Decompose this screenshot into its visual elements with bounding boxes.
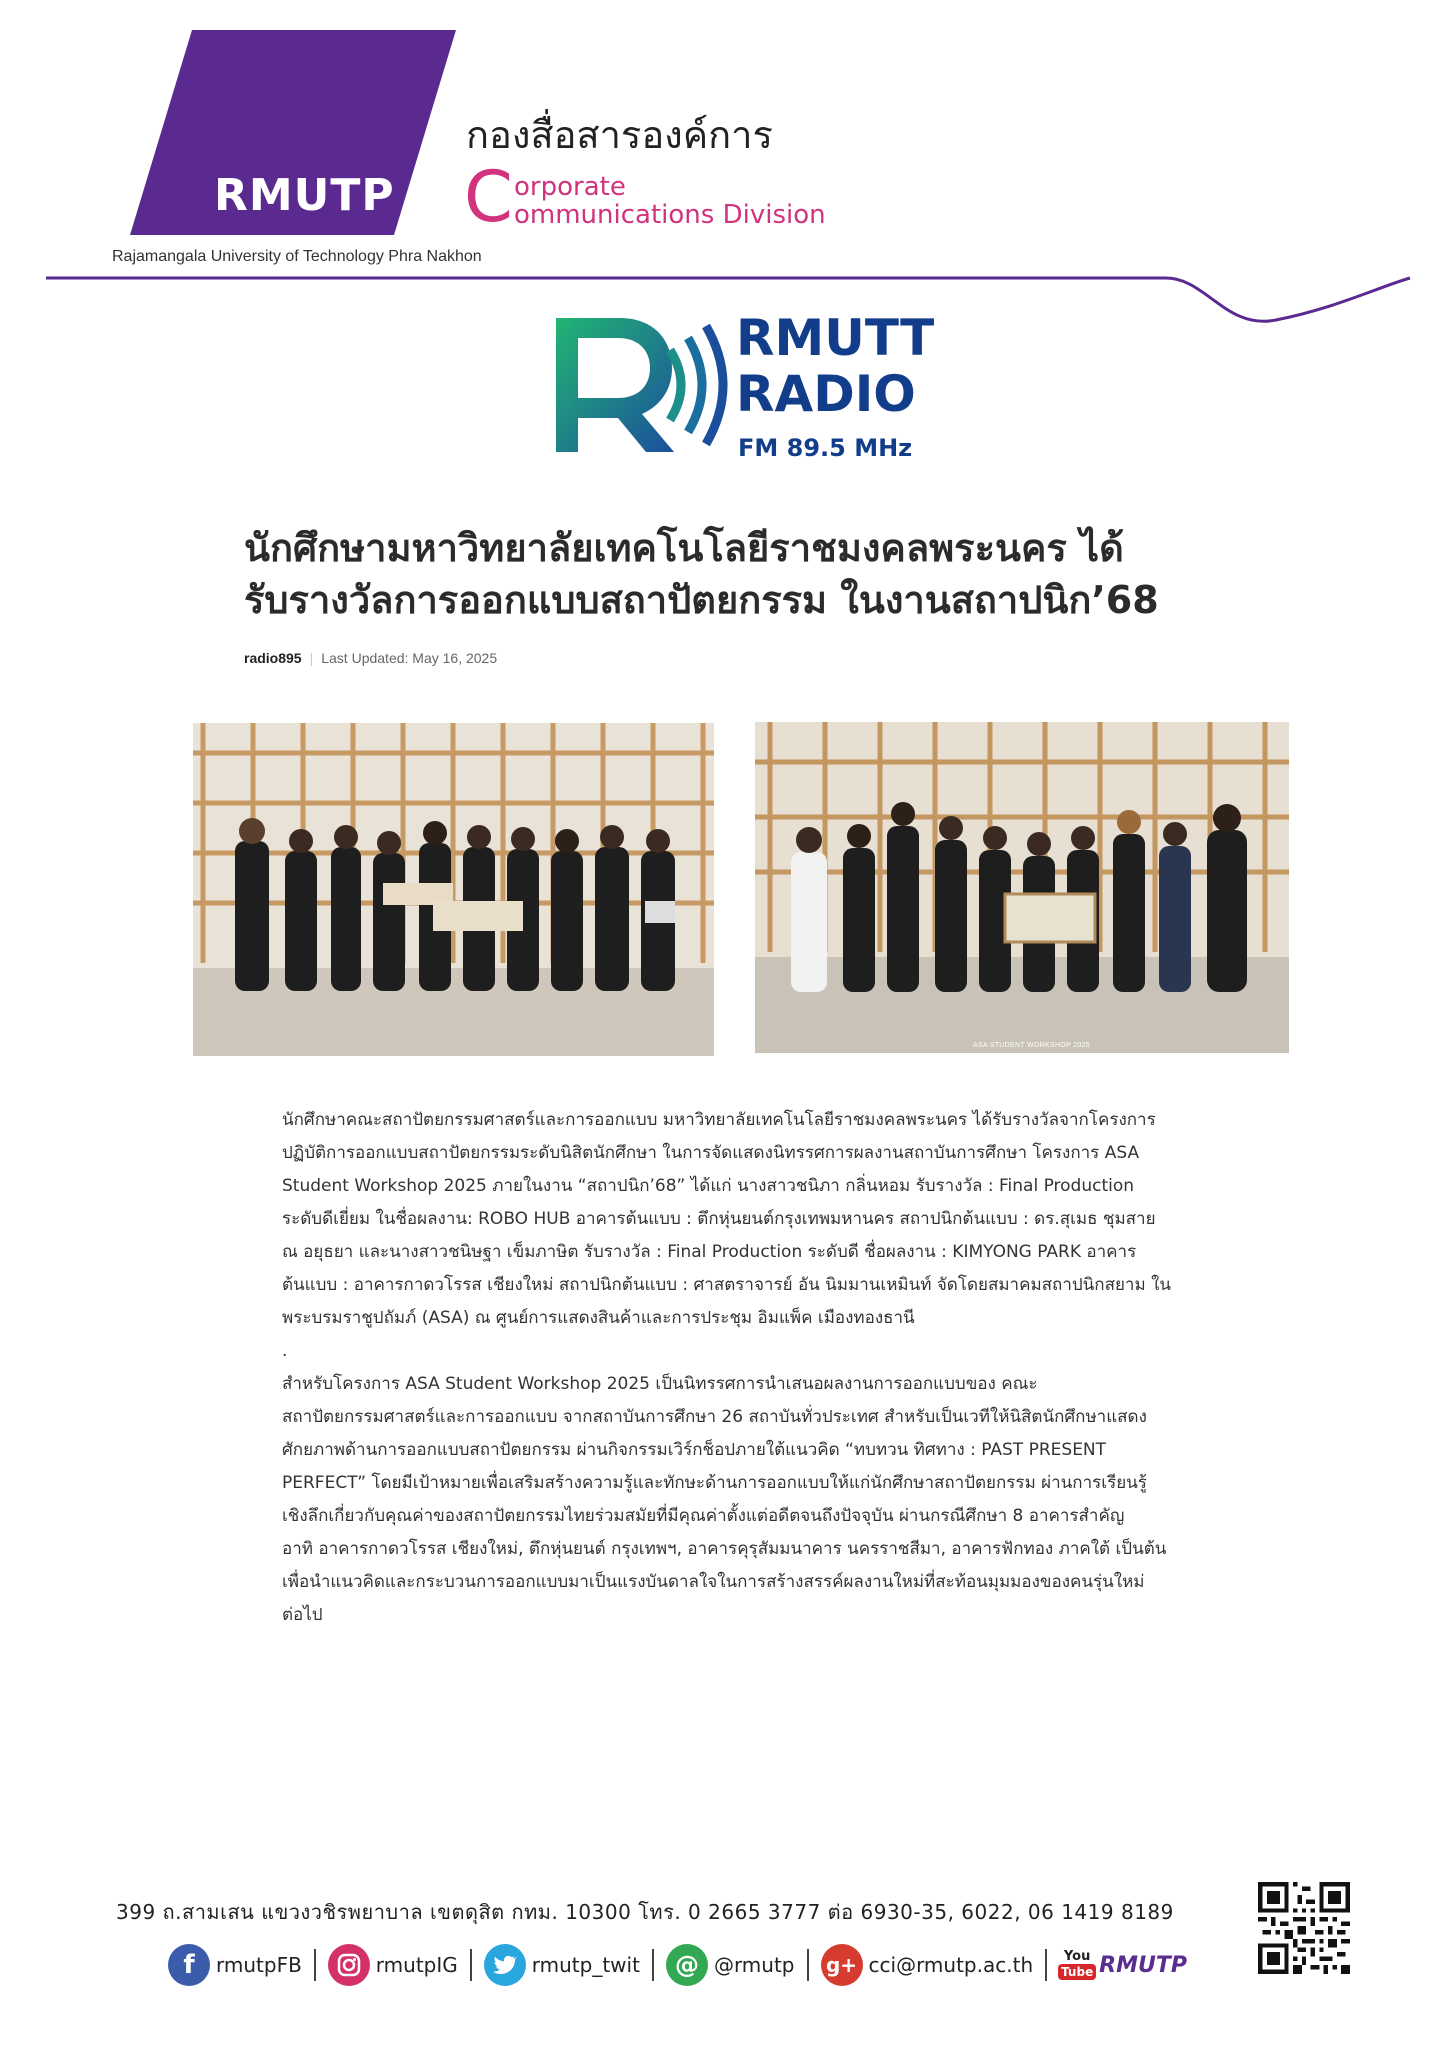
division-initial: C <box>464 156 513 238</box>
paragraph-1-line: นักศึกษาคณะสถาปัตยกรรมศาสตร์และการออกแบบ มหาวิทยาลัยเทคโนโลยีราชมงคลพระนคร ได้รับรางวัลจากโครงการ <box>282 1110 1156 1130</box>
radio-r-icon <box>550 310 736 460</box>
youtube-icon <box>1059 1950 1095 1980</box>
paragraph-2-line: สถาปัตยกรรมศาสตร์และการออกแบบ จากสถาบันการศึกษา 26 สถาบันทั่วประเทศ สำหรับเป็นเวทีให้นิสิตนักศึกษาแสดง <box>282 1407 1147 1427</box>
paragraph-2-line: เชิงลึกเกี่ยวกับคุณค่าของสถาปัตยกรรมไทยร่วมสมัยที่มีคุณค่าตั้งแต่อดีตจนถึงปัจจุบัน ผ่านกรณีศึกษา 8 อาคารสำคัญ <box>282 1506 1125 1526</box>
paragraph-1-line: Student Workshop 2025 ภายในงาน “สถาปนิก’68” ได้แก่ นางสาวชนิภา กลิ่นหอม รับรางวัล : Final Production <box>282 1176 1135 1196</box>
social-divider <box>470 1949 472 1981</box>
award-group-photo-1 <box>193 723 714 1056</box>
radio-name-line-2: RADIO <box>736 365 916 423</box>
division-name-thai: กองสื่อสารองค์การ <box>466 113 773 157</box>
youtube-icon-you: You <box>1063 1949 1091 1964</box>
paragraph-2-line: อาทิ อาคารกาดวโรรส เชียงใหม่, ตึกหุ่นยนต์ กรุงเทพฯ, อาคารคุรุสัมมนาคาร นครราชสีมา, อาคารฟักทอง ภาคใต้ เป็นต้น <box>282 1539 1167 1559</box>
photo-1-illustration <box>193 723 714 1056</box>
social-divider <box>314 1949 316 1981</box>
paragraph-2-line: เพื่อนำแนวคิดและกระบวนการออกแบบมาเป็นแรงบันดาลใจในการสร้างสรรค์ผลงานใหม่ที่สะท้อนมุมมองของคนรุ่นใหม่ <box>282 1572 1145 1592</box>
paragraph-2-line: ศักยภาพด้านการออกแบบสถาปัตยกรรม ผ่านกิจกรรมเวิร์กช็อปภายใต้แนวคิด “ทบทวน ทิศทาง : PAST PRESENT <box>282 1440 1107 1460</box>
radio-name-line-1: RMUTT <box>736 309 935 367</box>
google-plus-icon: g+ <box>821 1944 863 1986</box>
youtube-channel: RMUTP <box>1099 1952 1187 1978</box>
paragraph-1-line: ระดับดีเยี่ยม ในชื่อผลงาน: ROBO HUB อาคารต้นแบบ : ตึกหุ่นยนต์กรุงเทพมหานคร สถาปนิกต้นแบบ : ดร.สุเมธ ชุมสาย <box>282 1209 1156 1229</box>
twitter-link[interactable] <box>484 1944 640 1986</box>
article-meta <box>244 650 497 666</box>
division-line-1: orporate <box>514 172 626 202</box>
paragraph-1-line: ณ อยุธยา และนางสาวชนิษฐา เข็มภาษิต รับรางวัล : Final Production ระดับดี ชื่อผลงาน : KIMYONG PARK อาคาร <box>282 1242 1137 1262</box>
rmutp-logo-text: RMUTP <box>214 170 395 221</box>
photo-2-caption: ASA STUDENT WORKSHOP 2025 <box>973 1042 1090 1049</box>
paragraph-1-line: ปฏิบัติการออกแบบสถาปัตยกรรมระดับนิสิตนักศึกษา ในการจัดแสดงนิทรรศการผลงานสถาบันการศึกษา โครงการ ASA <box>282 1143 1140 1163</box>
line-link[interactable] <box>666 1944 795 1986</box>
facebook-link[interactable] <box>168 1944 302 1986</box>
line-handle: @rmutp <box>713 1953 795 1977</box>
meta-separator: | <box>309 650 314 666</box>
facebook-handle: rmutpFB <box>216 1953 302 1977</box>
instagram-icon <box>328 1944 370 1986</box>
line-at-icon: @ <box>666 1944 708 1986</box>
radio-frequency: FM 89.5 MHz <box>738 434 913 462</box>
article-paragraph-2 <box>282 1368 1230 1632</box>
social-divider <box>1045 1949 1047 1981</box>
footer-social-links <box>168 1940 1187 1990</box>
university-name: Rajamangala University of Technology Phra Nakhon <box>112 248 482 265</box>
email-link[interactable] <box>821 1944 1034 1986</box>
article-updated: Last Updated: May 16, 2025 <box>321 650 498 666</box>
page-header <box>46 30 1416 350</box>
email-address: cci@rmutp.ac.th <box>868 1953 1034 1977</box>
youtube-icon-tube: Tube <box>1058 1964 1096 1980</box>
qr-code[interactable] <box>1258 1882 1350 1974</box>
twitter-icon <box>484 1944 526 1986</box>
paragraph-1-line: ต้นแบบ : อาคารกาดวโรรส เชียงใหม่ สถาปนิกต้นแบบ : ศาสตราจารย์ อัน นิมมานเหมินท์ จัดโดยสมาคมสถาปนิกสยาม ใน <box>282 1275 1172 1295</box>
rmutt-radio-logo <box>550 309 935 470</box>
article-body <box>282 1104 1230 1632</box>
article-title <box>244 522 1254 626</box>
twitter-handle: rmutp_twit <box>531 1953 640 1977</box>
radio-name <box>736 310 934 422</box>
paragraph-1-line: พระบรมราชูปถัมภ์ (ASA) ณ ศูนย์การแสดงสินค้าและการประชุม อิมแพ็ค เมืองทองธานี <box>282 1308 915 1328</box>
division-line-2: ommunications Division <box>514 200 826 230</box>
instagram-handle: rmutpIG <box>375 1953 458 1977</box>
social-divider <box>807 1949 809 1981</box>
photo-2-illustration <box>755 722 1289 1053</box>
paragraph-2-line: ต่อไป <box>282 1605 323 1625</box>
paragraph-2-line: สำหรับโครงการ ASA Student Workshop 2025 เป็นนิทรรศการนำเสนอผลงานการออกแบบของ คณะ <box>282 1374 1038 1394</box>
footer-address: 399 ถ.สามเสน แขวงวชิรพยาบาล เขตดุสิต กทม. 10300 โทร. 0 2665 3777 ต่อ 6930-35, 6022, 06 1419 8189 <box>116 1900 1174 1924</box>
article-paragraph-1 <box>282 1104 1230 1335</box>
paragraph-separator: . <box>282 1341 288 1361</box>
instagram-link[interactable] <box>328 1944 458 1986</box>
award-group-photo-2 <box>755 722 1289 1053</box>
youtube-link[interactable] <box>1059 1950 1187 1980</box>
paragraph-2-line: PERFECT” โดยมีเป้าหมายเพื่อเสริมสร้างความรู้และทักษะด้านการออกแบบให้แก่นักศึกษาสถาปัตยกรรม ผ่านการเรียนรู้ <box>282 1473 1147 1493</box>
social-divider <box>652 1949 654 1981</box>
facebook-icon: f <box>168 1944 210 1986</box>
article-title-line-1: นักศึกษามหาวิทยาลัยเทคโนโลยีราชมงคลพระนคร ได้ <box>244 526 1124 570</box>
article-title-line-2: รับรางวัลการออกแบบสถาปัตยกรรม ในงานสถาปนิก’68 <box>244 578 1159 622</box>
article-author[interactable]: radio895 <box>244 650 302 666</box>
